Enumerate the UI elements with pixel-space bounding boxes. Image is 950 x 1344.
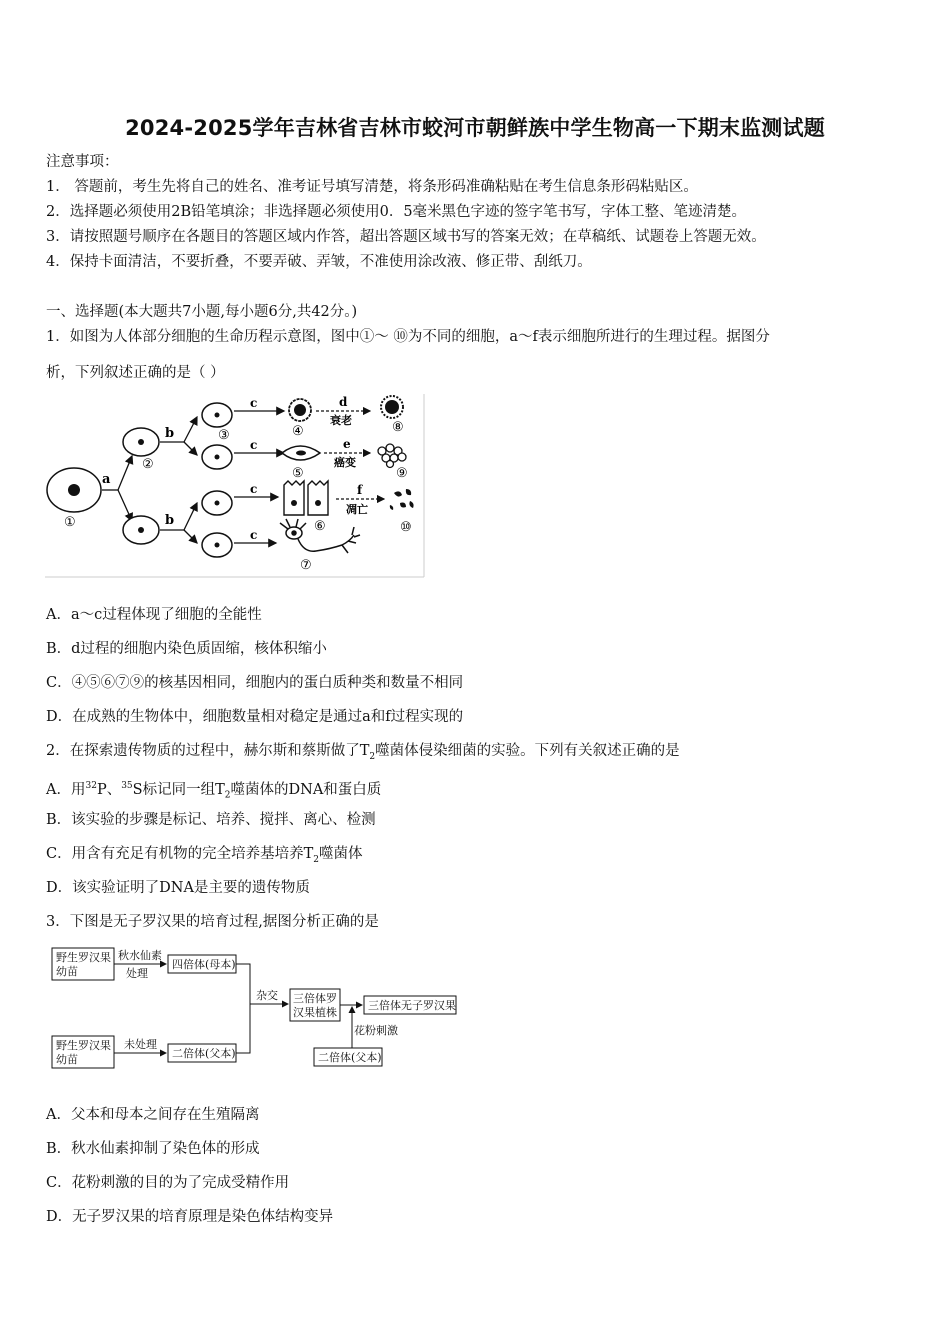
box-tetraploid: 四倍体(母本) <box>172 958 236 971</box>
box-diploid-2: 二倍体(父本) <box>318 1051 382 1064</box>
num-8: ⑧ <box>392 420 404 435</box>
num-9: ⑨ <box>396 466 408 481</box>
q3-option-a: A．父本和母本之间存在生殖隔离 <box>46 1107 260 1123</box>
cell-2 <box>123 428 159 456</box>
box-diploid: 二倍体(父本) <box>172 1047 236 1060</box>
num-10: ⑩ <box>400 520 412 535</box>
q3-option-d: D．无子罗汉果的培育原理是染色体结构变异 <box>46 1209 334 1225</box>
cell-3b <box>202 445 232 469</box>
cell-history-figure <box>44 393 426 579</box>
num-1: ① <box>64 515 76 530</box>
q2-stem <box>46 741 680 767</box>
label-c-2: c <box>250 438 258 452</box>
q2-option-a <box>46 776 381 806</box>
q2-option-d: D．该实验证明了DNA是主要的遗传物质 <box>46 880 310 896</box>
q2-a-part4: 噬菌体的DNA和蛋白质 <box>230 781 382 798</box>
cell-8 <box>381 396 403 418</box>
label-b-bottom: b <box>165 513 175 528</box>
q1-option-b: B．d过程的细胞内染色质固缩，核体积缩小 <box>46 641 327 657</box>
q2-c-part2: 噬菌体 <box>319 846 363 862</box>
notice-item: 3．请按照题号顺序在各题目的答题区域内作答，超出答题区域书写的答案无效；在草稿纸、试题卷上答题无效。 <box>46 229 766 245</box>
q2-stem-post: 噬菌体侵染细菌的实验。下列有关叙述正确的是 <box>375 743 680 759</box>
q2-a-sup1: 32 <box>85 781 97 791</box>
cell-3c <box>202 491 232 515</box>
box-triploid-l1: 三倍体罗 <box>293 992 337 1005</box>
q3-stem: 3．下图是无子罗汉果的培育过程,据图分析正确的是 <box>46 914 379 930</box>
cell-2b <box>123 516 159 544</box>
label-d: d <box>339 395 348 409</box>
cell-5 <box>282 446 320 460</box>
label-untreated: 未处理 <box>124 1038 157 1051</box>
q2-a-part3: S标记同一组T <box>132 781 225 798</box>
page-title: 2024-2025学年吉林省吉林市蛟河市朝鲜族中学生物高一下期末监测试题 <box>125 116 825 140</box>
label-colchicine-l2: 处理 <box>126 967 148 980</box>
label-aging: 衰老 <box>330 414 352 427</box>
q2-a-sub: 2 <box>224 790 231 801</box>
cell-4 <box>289 399 311 421</box>
num-6: ⑥ <box>314 519 326 534</box>
q2-a-part1: A．用 <box>46 781 86 798</box>
label-pollen: 花粉刺激 <box>354 1024 398 1037</box>
box-wild-bottom-l1: 野生罗汉果 <box>56 1039 111 1052</box>
num-5: ⑤ <box>292 466 304 481</box>
label-c-4: c <box>250 528 258 542</box>
label-cross: 杂交 <box>256 989 278 1002</box>
label-colchicine-l1: 秋水仙素 <box>118 949 162 962</box>
q3-option-c: C．花粉刺激的目的为了完成受精作用 <box>46 1175 290 1191</box>
q2-stem-sub: 2 <box>369 751 376 762</box>
label-a: a <box>102 472 111 487</box>
label-c-1: c <box>250 396 258 410</box>
q2-stem-pre: 2．在探索遗传物质的过程中，赫尔斯和蔡斯做了T <box>46 743 370 759</box>
notice-item: 4．保持卡面清洁，不要折叠，不要弄破、弄皱，不准使用涂改液、修正带、刮纸刀。 <box>46 254 592 270</box>
q1-option-a: A．a～c过程体现了细胞的全能性 <box>46 607 262 623</box>
cell-3 <box>202 403 232 427</box>
q2-a-sup2: 35 <box>121 781 133 791</box>
q1-option-d: D．在成熟的生物体中，细胞数量相对稳定是通过a和f过程实现的 <box>46 709 464 725</box>
box-wild-top-l2: 幼苗 <box>56 965 78 978</box>
label-apoptosis: 凋亡 <box>346 503 368 516</box>
cell-1 <box>47 468 101 512</box>
q1-stem-line1: 1．如图为人体部分细胞的生命历程示意图，图中①～ ⑩为不同的细胞，a～f表示细胞所进行的生理过程。据图分 <box>46 329 770 345</box>
notice-item: 1． 答题前，考生先将自己的姓名、准考证号填写清楚，将条形码准确粘贴在考生信息条形码粘贴区。 <box>46 179 698 195</box>
section-heading: 一、选择题(本大题共7小题,每小题6分,共42分。) <box>46 304 358 320</box>
num-7: ⑦ <box>300 558 312 573</box>
label-e: e <box>343 437 351 451</box>
box-wild-top-l1: 野生罗汉果 <box>56 951 111 964</box>
cell-6 <box>284 481 328 515</box>
cell-10 <box>390 489 414 510</box>
breeding-flow-figure <box>44 942 464 1076</box>
label-b-top: b <box>165 426 175 441</box>
q2-option-c <box>46 844 363 870</box>
box-wild-bottom-l2: 幼苗 <box>56 1053 78 1066</box>
box-triploid-l2: 汉果植株 <box>293 1006 337 1019</box>
q3-option-b: B．秋水仙素抑制了染色体的形成 <box>46 1141 260 1157</box>
cell-9 <box>378 444 406 468</box>
notice-heading: 注意事项： <box>46 154 119 170</box>
label-c-3: c <box>250 482 258 496</box>
notice-item: 2．选择题必须使用2B铅笔填涂；非选择题必须使用0．5毫米黑色字迹的签字笔书写，字体工整、笔迹清楚。 <box>46 204 747 220</box>
q1-option-c: C．④⑤⑥⑦⑨的核基因相同，细胞内的蛋白质种类和数量不相同 <box>46 675 464 691</box>
q2-c-sub: 2 <box>313 854 319 865</box>
cell-3d <box>202 533 232 557</box>
q2-c-part1: C．用含有充足有机物的完全培养基培养T <box>46 846 314 862</box>
box-seedless: 三倍体无子罗汉果 <box>368 999 456 1012</box>
label-cancer: 癌变 <box>334 456 356 469</box>
q2-option-b: B．该实验的步骤是标记、培养、搅拌、离心、检测 <box>46 812 376 828</box>
q1-stem-line2: 析，下列叙述正确的是（ ） <box>46 365 225 381</box>
num-2: ② <box>142 457 154 472</box>
num-3: ③ <box>218 428 230 443</box>
label-f: f <box>357 483 363 497</box>
q2-a-part2: P、 <box>96 781 122 798</box>
num-4: ④ <box>292 424 304 439</box>
